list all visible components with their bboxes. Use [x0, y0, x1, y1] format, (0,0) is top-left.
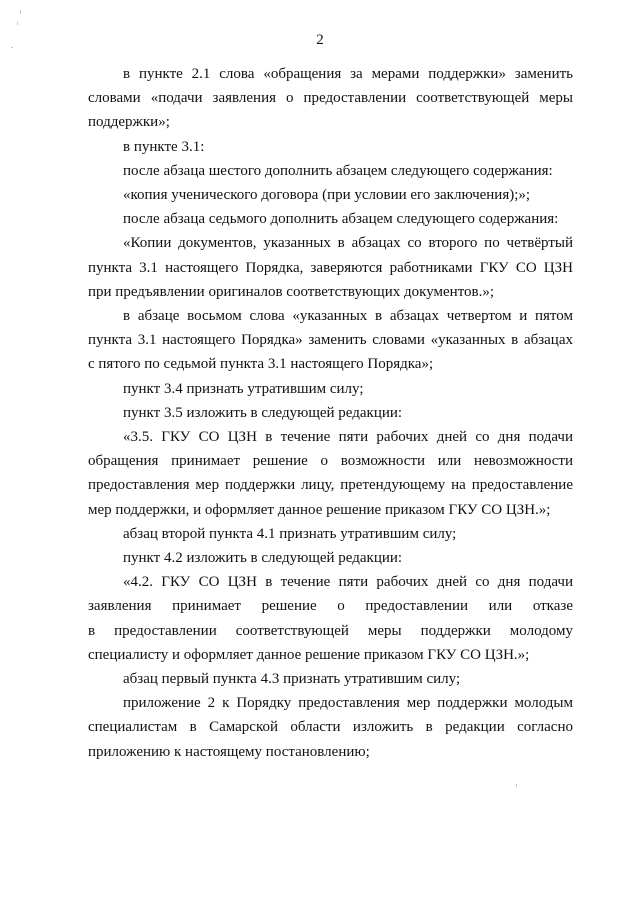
scan-mark: [516, 784, 517, 787]
paragraph: абзац первый пункта 4.3 признать утратившим силу;: [123, 671, 461, 688]
text-line: при предъявлении оригиналов соответствующих документов.»;: [88, 283, 495, 300]
text-line: пункта 3.1 настоящего Порядка» заменить словами «указанных в абзацах: [88, 332, 573, 349]
text-line: обращения принимает решение о возможности или невозможности: [88, 453, 573, 470]
text-line: в абзаце восьмом слова «указанных в абзацах четвертом и пятом: [123, 308, 573, 325]
paragraph: [88, 691, 573, 764]
page-number: 2: [316, 32, 324, 48]
paragraph: после абзаца шестого дополнить абзацем следующего содержания:: [123, 162, 553, 179]
paragraph: пункт 3.5 изложить в следующей редакции:: [123, 404, 403, 421]
document-body: [88, 62, 573, 764]
text-line: в предоставлении соответствующей меры поддержки молодому: [88, 622, 573, 639]
paragraph: [88, 570, 573, 667]
text-line: словами «подачи заявления о предоставлении соответствующей меры: [88, 90, 573, 107]
text-line: специалистам в Самарской области изложить в редакции согласно: [88, 719, 573, 736]
text-line: заявления принимает решение о предоставлении или отказе: [88, 598, 573, 615]
text-line: «3.5. ГКУ СО ЦЗН в течение пяти рабочих дней со дня подачи: [123, 429, 573, 446]
paragraph: пункт 3.4 признать утратившим силу;: [123, 380, 364, 397]
paragraph: «копия ученического договора (при условии его заключения);»;: [123, 187, 531, 204]
text-line: «4.2. ГКУ СО ЦЗН в течение пяти рабочих дней со дня подачи: [123, 574, 573, 591]
paragraph: [88, 231, 573, 304]
text-line: специалисту и оформляет данное решение приказом ГКУ СО ЦЗН.»;: [88, 646, 530, 663]
text-line: приложение 2 к Порядку предоставления мер поддержки молодым: [123, 695, 573, 712]
text-line: пункта 3.1 настоящего Порядка, заверяются работниками ГКУ СО ЦЗН: [88, 259, 573, 276]
paragraph: абзац второй пункта 4.1 признать утратившим силу;: [123, 525, 457, 542]
paragraph: пункт 4.2 изложить в следующей редакции:: [123, 550, 403, 567]
text-line: в пункте 2.1 слова «обращения за мерами поддержки» заменить: [123, 66, 573, 82]
scan-mark: [20, 10, 21, 14]
paragraph: [88, 425, 573, 522]
text-line: мер поддержки, и оформляет данное решение приказом ГКУ СО ЦЗН.»;: [88, 501, 551, 518]
paragraph: после абзаца седьмого дополнить абзацем следующего содержания:: [123, 211, 559, 228]
text-line: с пятого по седьмой пункта 3.1 настоящего Порядка»;: [88, 356, 434, 373]
text-line: поддержки»;: [88, 114, 170, 131]
text-line: приложению к настоящему постановлению;: [88, 743, 370, 760]
paragraph: в пункте 3.1:: [123, 138, 205, 155]
text-line: предоставления мер поддержки лицу, претендующему на предоставление: [88, 477, 573, 494]
text-line: «Копии документов, указанных в абзацах со второго по четвёртый: [123, 235, 573, 252]
scan-mark: [17, 22, 18, 25]
paragraph: [88, 304, 573, 377]
paragraph: [88, 62, 573, 135]
